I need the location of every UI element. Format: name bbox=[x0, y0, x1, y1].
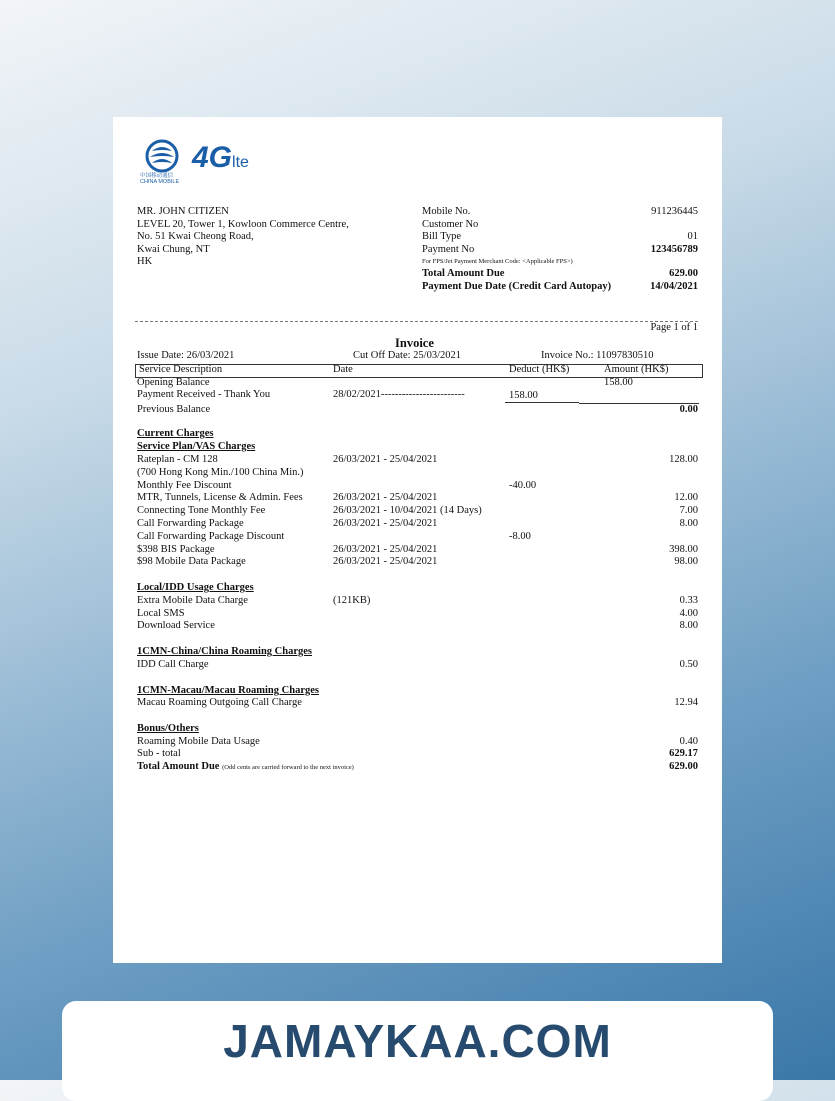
row-amount: 8.00 bbox=[679, 517, 698, 529]
brand-lte: lte bbox=[232, 154, 249, 171]
table-row bbox=[113, 608, 722, 621]
section-macau-roaming: 1CMN-Macau/Macau Roaming Charges bbox=[137, 685, 319, 696]
row-desc: Local SMS bbox=[137, 607, 185, 619]
table-row bbox=[113, 454, 722, 467]
row-desc: MTR, Tunnels, License & Admin. Fees bbox=[137, 492, 303, 504]
customer-address bbox=[137, 206, 349, 269]
address-line-3: Kwai Chung, NT bbox=[137, 243, 210, 255]
row-desc: Monthly Fee Discount bbox=[137, 479, 232, 491]
issue-date: Issue Date: 26/03/2021 bbox=[137, 350, 235, 361]
table-row bbox=[113, 492, 722, 505]
mobile-label: Mobile No. bbox=[422, 206, 471, 217]
row-amount: 398.00 bbox=[669, 543, 698, 555]
row-desc: $398 BIS Package bbox=[137, 543, 215, 555]
invoice-number: Invoice No.: 11097830510 bbox=[541, 350, 654, 361]
china-mobile-logo-icon bbox=[144, 139, 180, 173]
deduct-underline bbox=[505, 402, 579, 403]
total-due-value: 629.00 bbox=[669, 268, 698, 279]
china-row-desc: IDD Call Charge bbox=[137, 659, 209, 670]
macau-row-desc: Macau Roaming Outgoing Call Charge bbox=[137, 697, 302, 708]
invoice-sheet bbox=[113, 117, 722, 963]
table-row bbox=[113, 556, 722, 569]
subtotal-label: Sub - total bbox=[137, 748, 181, 759]
table-row bbox=[113, 620, 722, 633]
invoice-title: Invoice bbox=[395, 336, 434, 350]
row-deduct: -8.00 bbox=[509, 530, 531, 542]
bonus-row-amount: 0.40 bbox=[679, 736, 698, 747]
brand-cn-text bbox=[140, 173, 179, 185]
account-labels bbox=[422, 206, 611, 293]
cutoff-date: Cut Off Date: 25/03/2021 bbox=[353, 350, 462, 361]
row-amount: 4.00 bbox=[679, 607, 698, 619]
header-date: Date bbox=[333, 364, 353, 375]
final-total-note: (Odd cents are carried forward to the next invoice) bbox=[222, 764, 354, 771]
payment-no-label: Payment No bbox=[422, 243, 475, 255]
header-deduct: Deduct (HK$) bbox=[509, 364, 570, 375]
row-desc: Rateplan - CM 128 bbox=[137, 454, 218, 465]
footer-card bbox=[62, 1001, 773, 1101]
service-rows bbox=[113, 454, 722, 569]
bill-type-value: 01 bbox=[687, 231, 698, 242]
payment-received-date: 28/02/2021------------------------ bbox=[333, 389, 465, 400]
previous-balance-amount: 0.00 bbox=[679, 404, 698, 415]
macau-row-amount: 12.94 bbox=[674, 697, 698, 708]
row-date: 26/03/2021 - 25/04/2021 bbox=[333, 517, 438, 529]
fps-note: For FPS/Jet Payment Merchant Code: <Applicable FPS>) bbox=[422, 258, 573, 265]
divider-dashed bbox=[135, 321, 698, 322]
row-date: 26/03/2021 - 25/04/2021 bbox=[333, 556, 438, 568]
brand-4g: 4G bbox=[192, 141, 233, 174]
table-row bbox=[113, 544, 722, 557]
row-amount: 0.33 bbox=[679, 595, 698, 606]
payment-no-value: 123456789 bbox=[650, 243, 698, 255]
brand-cn-line1: 中国移动通信 bbox=[140, 173, 174, 179]
row-desc: Call Forwarding Package bbox=[137, 517, 244, 529]
row-desc: Download Service bbox=[137, 620, 215, 631]
table-row bbox=[113, 505, 722, 518]
china-row-amount: 0.50 bbox=[679, 659, 698, 670]
row-amount: 7.00 bbox=[679, 505, 698, 517]
section-china-roaming: 1CMN-China/China Roaming Charges bbox=[137, 646, 313, 657]
table-row bbox=[113, 480, 722, 493]
row-desc: $98 Mobile Data Package bbox=[137, 556, 246, 568]
customer-no-value bbox=[650, 219, 698, 232]
row-amount: 128.00 bbox=[669, 454, 698, 465]
brand-cn-line2: CHINA MOBILE bbox=[140, 179, 180, 185]
total-due-label: Total Amount Due bbox=[422, 268, 505, 279]
customer-name: MR. JOHN CITIZEN bbox=[137, 206, 229, 217]
header-amount: Amount (HK$) bbox=[604, 364, 669, 375]
previous-balance-label: Previous Balance bbox=[137, 404, 211, 415]
row-desc: Extra Mobile Data Charge bbox=[137, 595, 248, 606]
row-amount: 8.00 bbox=[679, 620, 698, 631]
row-date: 26/03/2021 - 25/04/2021 bbox=[333, 454, 438, 465]
row-desc: Call Forwarding Package Discount bbox=[137, 530, 285, 542]
section-current-charges: Current Charges bbox=[137, 428, 214, 439]
row-amount: 12.00 bbox=[674, 492, 698, 504]
payment-received-label: Payment Received - Thank You bbox=[137, 389, 271, 400]
section-bonus-others: Bonus/Others bbox=[137, 723, 199, 734]
row-date: 26/03/2021 - 10/04/2021 (14 Days) bbox=[333, 505, 482, 517]
footer-site-text: JAMAYKAA.COM bbox=[223, 1015, 612, 1067]
final-total-value: 629.00 bbox=[669, 761, 698, 772]
due-date-label: Payment Due Date (Credit Card Autopay) bbox=[422, 280, 612, 292]
local-rows bbox=[113, 595, 722, 633]
payment-received-deduct: 158.00 bbox=[509, 390, 538, 401]
row-date: (121KB) bbox=[333, 595, 371, 606]
row-date: 26/03/2021 - 25/04/2021 bbox=[333, 492, 438, 504]
address-line-4: HK bbox=[137, 256, 153, 267]
table-row bbox=[113, 518, 722, 531]
row-desc: (700 Hong Kong Min./100 China Min.) bbox=[137, 466, 304, 478]
total-due-row bbox=[137, 761, 354, 775]
address-line-1: LEVEL 20, Tower 1, Kowloon Commerce Centre, bbox=[137, 218, 349, 230]
section-local-idd: Local/IDD Usage Charges bbox=[137, 582, 254, 593]
section-service-plan: Service Plan/VAS Charges bbox=[137, 441, 256, 452]
row-date: 26/03/2021 - 25/04/2021 bbox=[333, 543, 438, 555]
opening-balance-amount: 158.00 bbox=[604, 377, 633, 388]
due-date-value: 14/04/2021 bbox=[650, 280, 698, 292]
opening-balance-label: Opening Balance bbox=[137, 377, 210, 388]
brand-4g-logo bbox=[192, 143, 249, 178]
mobile-value: 911236445 bbox=[651, 206, 698, 217]
account-values bbox=[650, 206, 698, 293]
table-row bbox=[113, 531, 722, 544]
table-row bbox=[113, 595, 722, 608]
page-number: Page 1 of 1 bbox=[650, 322, 698, 333]
row-deduct: -40.00 bbox=[509, 479, 537, 491]
brand-logo bbox=[140, 139, 340, 189]
row-amount: 98.00 bbox=[674, 556, 698, 568]
bill-type-label: Bill Type bbox=[422, 231, 462, 242]
row-desc: Connecting Tone Monthly Fee bbox=[137, 505, 266, 517]
final-total-label: Total Amount Due bbox=[137, 761, 220, 772]
customer-no-label: Customer No bbox=[422, 218, 479, 230]
subtotal-value: 629.17 bbox=[669, 748, 698, 759]
header-service: Service Description bbox=[139, 364, 223, 375]
bonus-row-desc: Roaming Mobile Data Usage bbox=[137, 736, 260, 747]
table-row bbox=[113, 467, 722, 480]
address-line-2: No. 51 Kwai Cheong Road, bbox=[137, 231, 254, 242]
